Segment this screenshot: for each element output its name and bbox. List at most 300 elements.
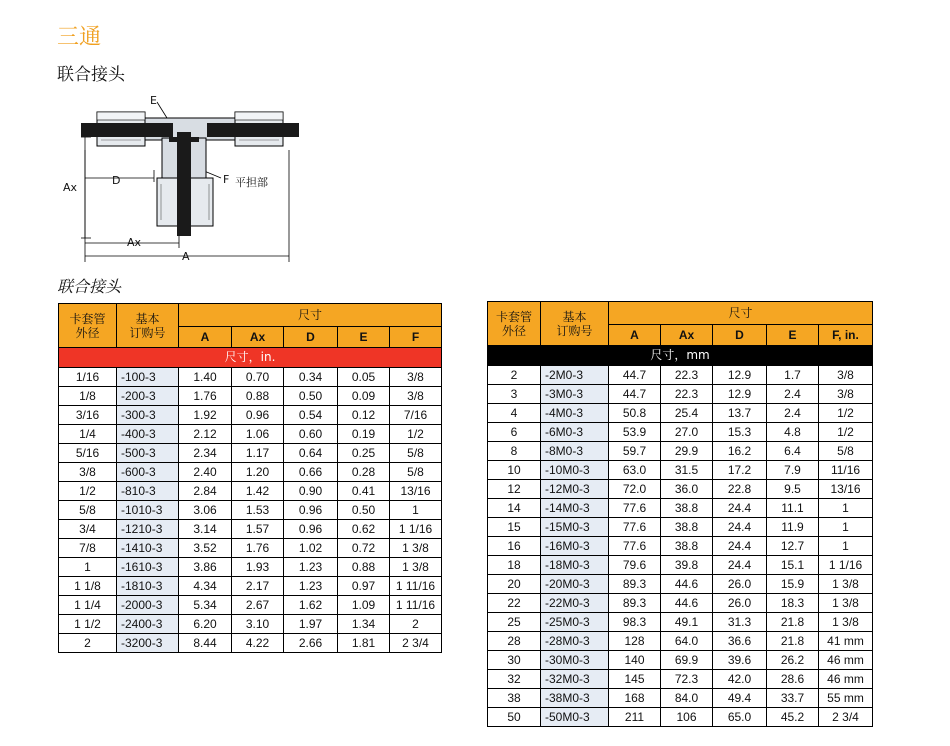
table-cell: 2.17 [232,577,284,596]
table-row [488,556,873,575]
table-cell: 1.17 [232,444,284,463]
table-row [488,423,873,442]
table-cell: 44.7 [609,366,661,385]
table-cell: 0.09 [338,387,390,406]
table-cell: 31.3 [713,613,767,632]
table-cell: 69.9 [661,651,713,670]
table-cell: 44.7 [609,385,661,404]
table-cell: 1 [819,537,873,556]
table-cell: 7/16 [390,406,442,425]
table-cell: 1.7 [767,366,819,385]
table-cell: -200-3 [117,387,179,406]
table-cell: 3 [488,385,541,404]
table-row [59,482,442,501]
table-cell: 46 mm [819,651,873,670]
table-row [488,518,873,537]
table-cell: 0.12 [338,406,390,425]
table-cell: -8M0-3 [541,442,609,461]
table-cell: 21.8 [767,613,819,632]
table-cell: 5/8 [390,463,442,482]
table-cell: 16.2 [713,442,767,461]
table-row [488,632,873,651]
table-cell: 1/8 [59,387,117,406]
table-row [59,501,442,520]
table-cell: -2400-3 [117,615,179,634]
table-cell: 64.0 [661,632,713,651]
table-cell: 2.4 [767,385,819,404]
table-cell: -15M0-3 [541,518,609,537]
table-row [59,463,442,482]
table-cell: 27.0 [661,423,713,442]
header-col-f: F [390,327,442,348]
table-cell: 1 3/8 [819,575,873,594]
table-cell: 44.6 [661,575,713,594]
table-cell: 77.6 [609,537,661,556]
table-cell: 36.0 [661,480,713,499]
table-cell: -2M0-3 [541,366,609,385]
table-cell: -32M0-3 [541,670,609,689]
dim-label-flat: 平担部 [235,176,268,189]
table-cell: 0.25 [338,444,390,463]
table-cell: -100-3 [117,368,179,387]
table-cell: 45.2 [767,708,819,727]
table-cell: 41 mm [819,632,873,651]
table-cell: 50 [488,708,541,727]
table-cell: 3/16 [59,406,117,425]
table-cell: 46 mm [819,670,873,689]
table-cell: 2 [59,634,117,653]
table-cell: 24.4 [713,518,767,537]
table-cell: 21.8 [767,632,819,651]
table-cell: -600-3 [117,463,179,482]
table-cell: 38.8 [661,499,713,518]
table-cell: 0.62 [338,520,390,539]
table-cell: 26.0 [713,575,767,594]
table-cell: 29.9 [661,442,713,461]
page-subtitle: 联合接头 [57,65,125,85]
table-cell: 22.3 [661,385,713,404]
table-cell: 2 3/4 [819,708,873,727]
table-cell: 18 [488,556,541,575]
table-cell: 4.22 [232,634,284,653]
dim-label-a: A [182,250,190,263]
dim-label-ax-left: Ax [63,181,78,194]
table-cell: 2.67 [232,596,284,615]
header-order-number: 基本 订购号 [541,302,609,346]
table-cell: 77.6 [609,499,661,518]
table-cell: 0.54 [284,406,338,425]
table-cell: 1 3/8 [390,558,442,577]
table-cell: 2 3/4 [390,634,442,653]
table-cell: 84.0 [661,689,713,708]
table-cell: 11.1 [767,499,819,518]
table-cell: 14 [488,499,541,518]
table-cell: -38M0-3 [541,689,609,708]
table-cell: 0.70 [232,368,284,387]
table-cell: 38.8 [661,537,713,556]
table-row [488,594,873,613]
table-cell: 1.53 [232,501,284,520]
table-row [488,480,873,499]
table-cell: 5/16 [59,444,117,463]
table-cell: 26.0 [713,594,767,613]
table-cell: 38.8 [661,518,713,537]
table-cell: 89.3 [609,594,661,613]
table-cell: -50M0-3 [541,708,609,727]
mm-dimension-table [487,301,873,727]
table-cell: 22 [488,594,541,613]
table-cell: 2.4 [767,404,819,423]
table-cell: 0.66 [284,463,338,482]
table-cell: 2 [390,615,442,634]
table-cell: 0.64 [284,444,338,463]
table-cell: 1 3/8 [819,613,873,632]
table-cell: 5/8 [59,501,117,520]
table-cell: 1 1/16 [390,520,442,539]
table-cell: 6.4 [767,442,819,461]
table-cell: 17.2 [713,461,767,480]
table-cell: -3M0-3 [541,385,609,404]
header-col-ax: Ax [661,325,713,346]
dim-label-f: F [223,173,230,186]
table-row [488,442,873,461]
table-cell: -3200-3 [117,634,179,653]
table-cell: 3/8 [819,366,873,385]
table-row [59,520,442,539]
table-row [59,577,442,596]
table-cell: 24.4 [713,537,767,556]
table-row [488,708,873,727]
unit-band-mm: 尺寸，mm [488,346,873,366]
table-cell: 0.96 [284,520,338,539]
table-cell: 211 [609,708,661,727]
table-cell: 1.06 [232,425,284,444]
table-cell: 1/16 [59,368,117,387]
header-tube-od: 卡套管 外径 [59,304,117,348]
table-cell: 7.9 [767,461,819,480]
table-cell: -30M0-3 [541,651,609,670]
table-cell: 2 [488,366,541,385]
table-cell: 1.23 [284,558,338,577]
table-cell: 1 11/16 [390,596,442,615]
table-cell: 1.76 [179,387,232,406]
header-col-d: D [284,327,338,348]
table-cell: 1/2 [59,482,117,501]
table-cell: 4.34 [179,577,232,596]
header-dimensions: 尺寸 [609,302,873,325]
table-cell: 145 [609,670,661,689]
table-cell: 12 [488,480,541,499]
table-cell: 1 [819,518,873,537]
table-cell: -400-3 [117,425,179,444]
table-cell: 106 [661,708,713,727]
table-cell: 65.0 [713,708,767,727]
table-cell: 1 [390,501,442,520]
table-cell: -1810-3 [117,577,179,596]
table-cell: 3/8 [390,387,442,406]
table-cell: -16M0-3 [541,537,609,556]
table-cell: 1/2 [819,404,873,423]
header-col-e: E [338,327,390,348]
table-cell: 4.8 [767,423,819,442]
table-cell: 1 3/8 [819,594,873,613]
table-row [59,539,442,558]
table-cell: 1.93 [232,558,284,577]
table-cell: -1010-3 [117,501,179,520]
table-cell: -300-3 [117,406,179,425]
table-cell: 13/16 [390,482,442,501]
table-cell: 1/2 [819,423,873,442]
table-cell: -1610-3 [117,558,179,577]
table-cell: 2.34 [179,444,232,463]
table-cell: 49.4 [713,689,767,708]
table-row [59,368,442,387]
table-cell: -28M0-3 [541,632,609,651]
page-title: 三通 [57,25,102,50]
table-cell: 24.4 [713,556,767,575]
table-row [59,558,442,577]
table-cell: 0.90 [284,482,338,501]
table-cell: 36.6 [713,632,767,651]
table-cell: 3/8 [390,368,442,387]
table-cell: 72.0 [609,480,661,499]
table-cell: 1 1/4 [59,596,117,615]
table-cell: 5.34 [179,596,232,615]
table-cell: 13.7 [713,404,767,423]
table-cell: 0.41 [338,482,390,501]
inch-dimension-table [58,303,442,653]
table-cell: -22M0-3 [541,594,609,613]
section-title: 联合接头 [57,277,122,296]
table-cell: 16 [488,537,541,556]
table-cell: 0.88 [232,387,284,406]
table-cell: 12.7 [767,537,819,556]
table-cell: 63.0 [609,461,661,480]
table-row [59,425,442,444]
table-cell: 1 3/8 [390,539,442,558]
table-row [488,689,873,708]
table-cell: 0.34 [284,368,338,387]
table-cell: 2.12 [179,425,232,444]
table-cell: 12.9 [713,385,767,404]
table-cell: -14M0-3 [541,499,609,518]
table-cell: 1/4 [59,425,117,444]
table-row [488,385,873,404]
union-tee-diagram [57,90,307,270]
table-cell: 10 [488,461,541,480]
table-cell: 1.57 [232,520,284,539]
table-cell: 22.3 [661,366,713,385]
table-cell: 1.40 [179,368,232,387]
table-cell: 1.02 [284,539,338,558]
table-row [488,404,873,423]
table-cell: 1.76 [232,539,284,558]
table-cell: 22.8 [713,480,767,499]
table-row [488,651,873,670]
table-cell: 39.6 [713,651,767,670]
table-cell: 1 1/8 [59,577,117,596]
table-cell: 15 [488,518,541,537]
table-cell: -18M0-3 [541,556,609,575]
table-cell: 1.23 [284,577,338,596]
table-cell: 0.60 [284,425,338,444]
dim-label-e: E [150,94,157,107]
table-row [488,537,873,556]
table-cell: 1.34 [338,615,390,634]
table-cell: 0.97 [338,577,390,596]
table-cell: 0.28 [338,463,390,482]
header-col-a: A [179,327,232,348]
table-row [488,575,873,594]
table-cell: 15.3 [713,423,767,442]
unit-band-inch: 尺寸，in. [59,348,442,368]
table-cell: 31.5 [661,461,713,480]
table-cell: 1.42 [232,482,284,501]
table-row [488,499,873,518]
table-cell: 3/8 [819,385,873,404]
table-cell: 53.9 [609,423,661,442]
table-cell: -2000-3 [117,596,179,615]
header-tube-od: 卡套管 外径 [488,302,541,346]
table-cell: 8 [488,442,541,461]
table-cell: 59.7 [609,442,661,461]
table-cell: 6 [488,423,541,442]
table-cell: 38 [488,689,541,708]
table-cell: -4M0-3 [541,404,609,423]
table-cell: 0.19 [338,425,390,444]
table-cell: 140 [609,651,661,670]
header-col-a: A [609,325,661,346]
header-col-ax: Ax [232,327,284,348]
table-cell: -10M0-3 [541,461,609,480]
header-dimensions: 尺寸 [179,304,442,327]
table-cell: 77.6 [609,518,661,537]
table-cell: 1 11/16 [390,577,442,596]
table-cell: 3/8 [59,463,117,482]
table-cell: 0.50 [284,387,338,406]
table-cell: 1/2 [390,425,442,444]
table-cell: 18.3 [767,594,819,613]
table-row [488,461,873,480]
table-cell: 79.6 [609,556,661,575]
table-cell: 2.84 [179,482,232,501]
table-cell: 3.14 [179,520,232,539]
table-cell: 44.6 [661,594,713,613]
table-cell: -810-3 [117,482,179,501]
table-cell: 11.9 [767,518,819,537]
table-cell: -500-3 [117,444,179,463]
table-cell: 1.92 [179,406,232,425]
table-cell: 2.40 [179,463,232,482]
table-cell: 1.97 [284,615,338,634]
table-cell: 3/4 [59,520,117,539]
table-cell: 168 [609,689,661,708]
table-cell: 8.44 [179,634,232,653]
table-cell: 89.3 [609,575,661,594]
table-cell: -25M0-3 [541,613,609,632]
table-cell: 50.8 [609,404,661,423]
table-cell: -20M0-3 [541,575,609,594]
table-cell: 1.81 [338,634,390,653]
table-cell: 5/8 [819,442,873,461]
table-cell: 0.96 [232,406,284,425]
table-row [59,615,442,634]
table-cell: 13/16 [819,480,873,499]
table-cell: 0.88 [338,558,390,577]
table-cell: 0.72 [338,539,390,558]
table-row [59,406,442,425]
table-row [488,670,873,689]
table-cell: 3.52 [179,539,232,558]
table-cell: 15.9 [767,575,819,594]
table-cell: 3.86 [179,558,232,577]
table-cell: 9.5 [767,480,819,499]
table-cell: 24.4 [713,499,767,518]
table-cell: 128 [609,632,661,651]
table-cell: 3.06 [179,501,232,520]
table-cell: 3.10 [232,615,284,634]
table-cell: -6M0-3 [541,423,609,442]
table-cell: 2.66 [284,634,338,653]
header-col-f: F, in. [819,325,873,346]
table-cell: 28.6 [767,670,819,689]
table-cell: 7/8 [59,539,117,558]
table-cell: 12.9 [713,366,767,385]
table-cell: -1210-3 [117,520,179,539]
table-row [59,634,442,653]
table-cell: 0.96 [284,501,338,520]
table-cell: 28 [488,632,541,651]
table-cell: 39.8 [661,556,713,575]
table-cell: 0.05 [338,368,390,387]
table-cell: 6.20 [179,615,232,634]
table-cell: 1 [819,499,873,518]
table-cell: 15.1 [767,556,819,575]
table-cell: 1.62 [284,596,338,615]
table-cell: -12M0-3 [541,480,609,499]
table-cell: 32 [488,670,541,689]
table-row [59,444,442,463]
table-cell: 42.0 [713,670,767,689]
table-row [59,596,442,615]
table-cell: 20 [488,575,541,594]
table-cell: 1.09 [338,596,390,615]
table-row [59,387,442,406]
table-cell: 72.3 [661,670,713,689]
dim-label-ax-bottom: Ax [127,236,142,249]
table-cell: 33.7 [767,689,819,708]
table-row [488,613,873,632]
table-row [488,366,873,385]
table-cell: 5/8 [390,444,442,463]
header-order-number: 基本 订购号 [117,304,179,348]
table-cell: -1410-3 [117,539,179,558]
table-cell: 1 1/16 [819,556,873,575]
table-cell: 25 [488,613,541,632]
table-cell: 49.1 [661,613,713,632]
table-cell: 30 [488,651,541,670]
dim-label-d: D [112,174,121,187]
header-col-d: D [713,325,767,346]
table-cell: 11/16 [819,461,873,480]
table-cell: 26.2 [767,651,819,670]
header-col-e: E [767,325,819,346]
table-cell: 55 mm [819,689,873,708]
table-cell: 4 [488,404,541,423]
table-cell: 1 1/2 [59,615,117,634]
table-cell: 25.4 [661,404,713,423]
table-cell: 1.20 [232,463,284,482]
